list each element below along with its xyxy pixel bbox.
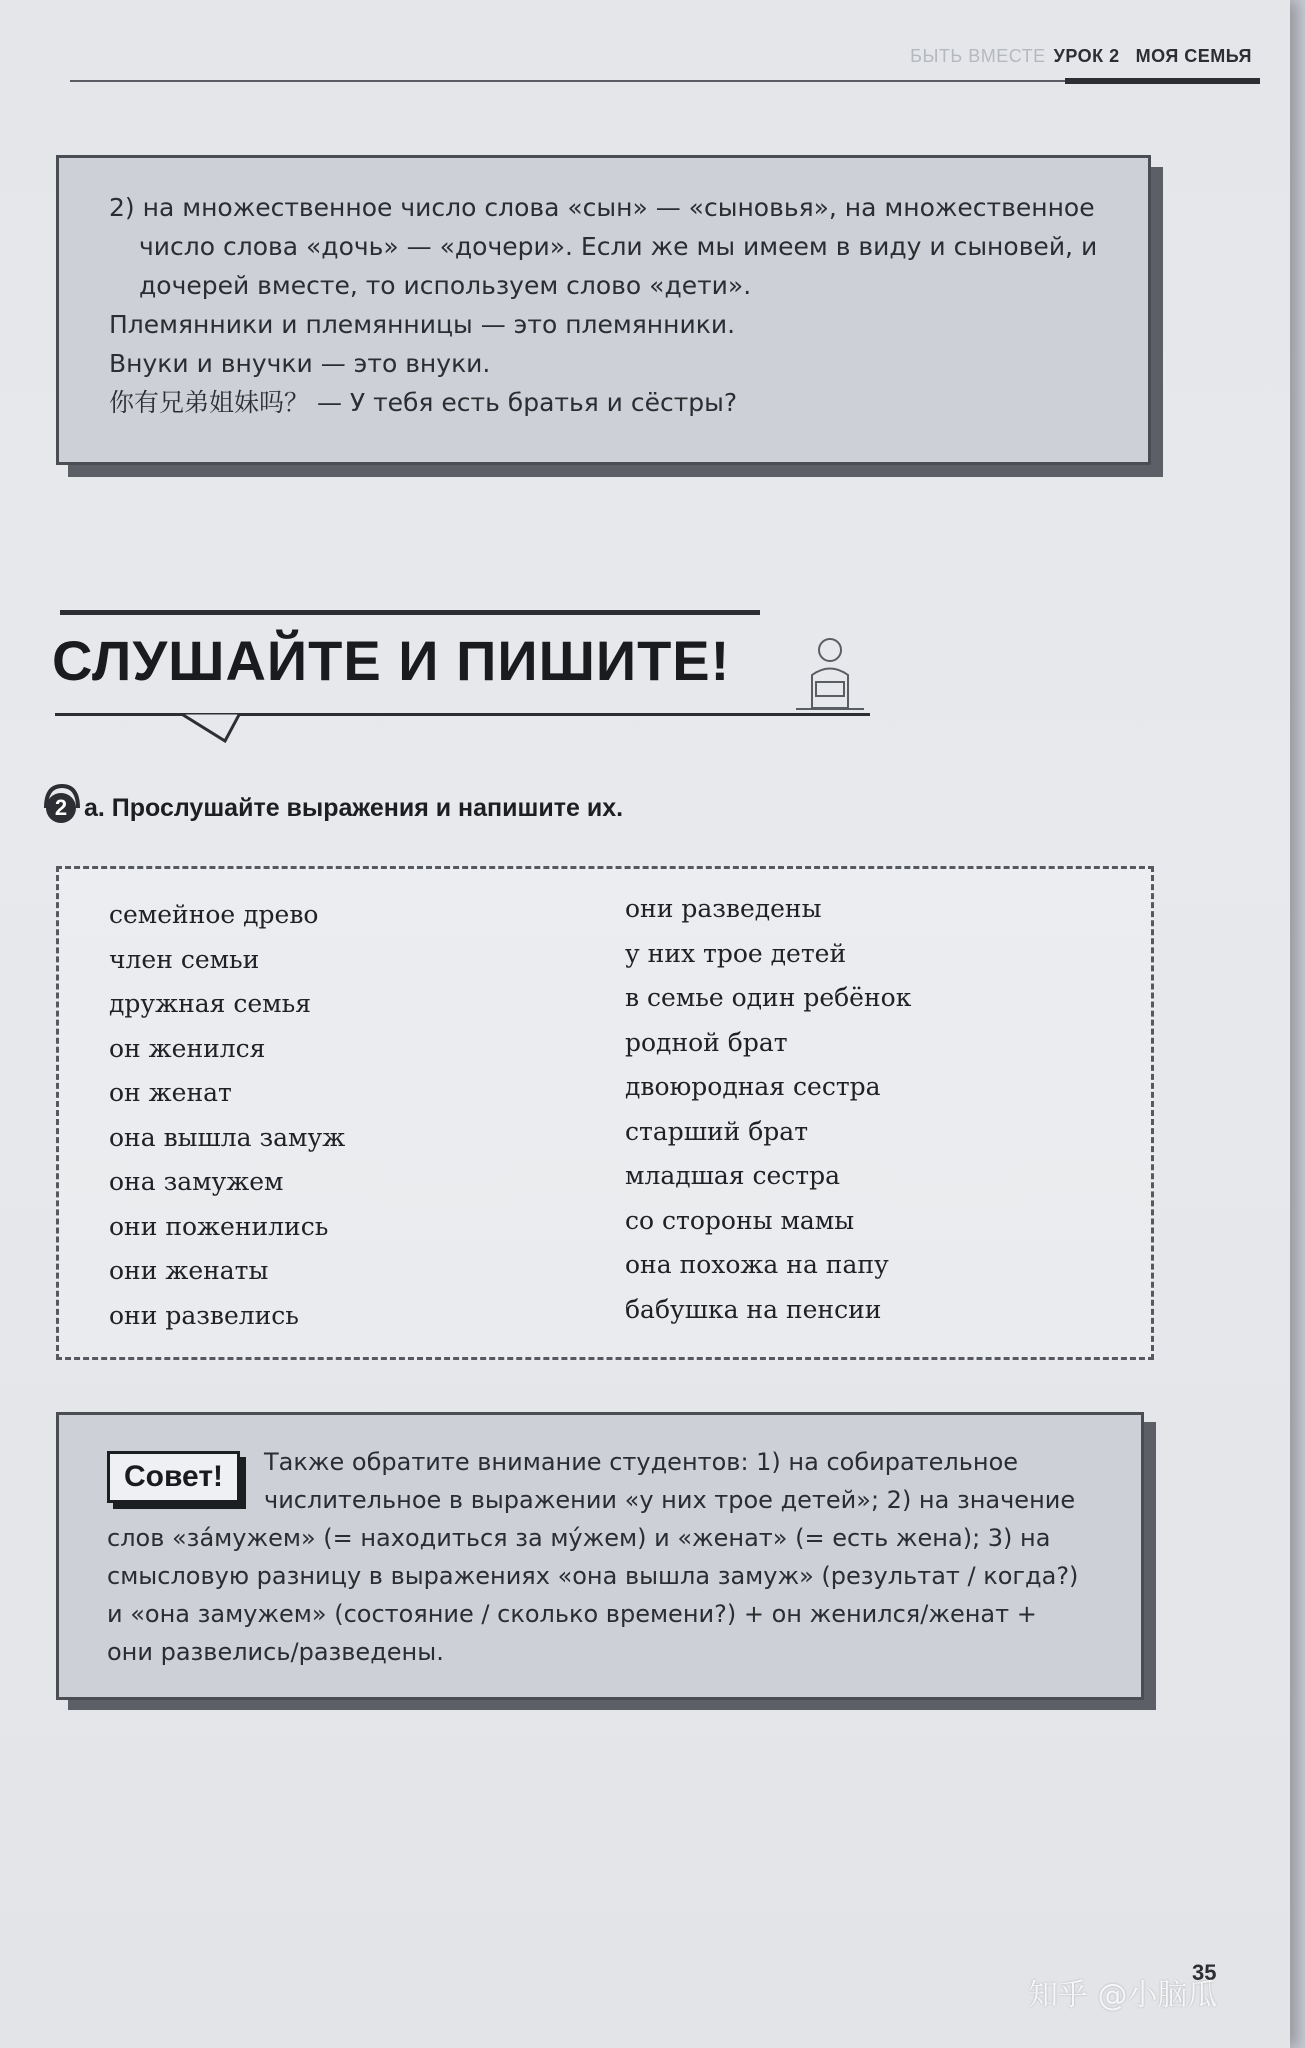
expression-item: они женаты	[109, 1256, 269, 1285]
expression-item: они поженились	[109, 1211, 329, 1241]
exercise-heading	[46, 786, 623, 830]
expression-item: бабушка на пенсии	[625, 1294, 882, 1324]
note-line-1: 2) на множественное число слова «сын» — «сыновья», на множественное число слова «дочь» — «дочери». Если же мы имеем в виду и сыновей, и дочерей вместе, то используем слово «дети».	[109, 193, 1098, 300]
expression-item: он женился	[109, 1033, 266, 1063]
exercise-instruction: a. Прослушайте выражения и напишите их.	[84, 793, 624, 822]
section-title: СЛУШАЙТЕ И ПИШИТЕ!	[52, 629, 731, 692]
expression-item: семейное древо	[109, 900, 319, 929]
reading-person-icon	[790, 630, 870, 710]
exercise-number-badge: 2	[46, 793, 76, 823]
lesson-title: МОЯ СЕМЬЯ	[1135, 46, 1252, 66]
tip-box	[56, 1412, 1144, 1700]
header-ghost-text: БЫТЬ ВМЕСТЕ	[910, 46, 1046, 66]
section-bottom-rule	[55, 713, 870, 716]
lesson-number: УРОК 2	[1053, 46, 1120, 66]
expression-item: родной брат	[625, 1027, 788, 1057]
expressions-box	[56, 866, 1154, 1360]
note-line-4: 你有兄弟姐妹吗？ — У тебя есть братья и сёстры?	[109, 388, 738, 417]
expression-item: двоюродная сестра	[625, 1072, 881, 1101]
lesson-label	[910, 46, 1252, 67]
expression-item: член семьи	[109, 944, 260, 974]
running-header	[70, 46, 1260, 82]
header-underline	[1065, 78, 1260, 84]
expression-item: они разведены	[625, 894, 822, 923]
expression-item: он женат	[109, 1078, 232, 1107]
expressions-right-column	[625, 887, 911, 1332]
expression-item: у них трое детей	[625, 938, 847, 968]
note-line-3: Внуки и внучки — это внуки.	[109, 349, 491, 378]
expression-item: дружная семья	[109, 989, 312, 1018]
section-top-rule	[60, 610, 760, 615]
expression-item: они развелись	[109, 1300, 299, 1330]
expressions-left-column	[109, 893, 345, 1338]
tip-label: Совет!	[107, 1451, 240, 1503]
expression-item: в семье один ребёнок	[625, 983, 912, 1012]
expression-item: она похожа на папу	[625, 1250, 889, 1279]
watermark: 知乎 @小脑瓜	[1028, 1978, 1218, 2013]
expression-item: старший брат	[625, 1116, 809, 1146]
page-number: 35	[1192, 1960, 1217, 1985]
note-line-2: Племянники и племянницы — это племянники.	[109, 310, 736, 339]
tip-text: Также обратите внимание студентов: 1) на собирательное числительное в выражении «у них трое детей»; 2) на значение слов «за́мужем» (= находиться за му́жем) и «женат» (= есть жена); 3) на смысловую разницу в выражениях «она вышла замуж» (результат / когда?) и «она замужем» (состояние / сколько времени?) + он женился/женат + они развелись/разведены.	[107, 1448, 1079, 1666]
expression-item: она вышла замуж	[109, 1122, 346, 1152]
speech-tail-icon	[180, 713, 240, 743]
expression-item: младшая сестра	[625, 1161, 841, 1190]
teacher-note-box	[56, 155, 1151, 465]
expression-item: со стороны мамы	[625, 1205, 855, 1235]
expression-item: она замужем	[109, 1167, 284, 1196]
